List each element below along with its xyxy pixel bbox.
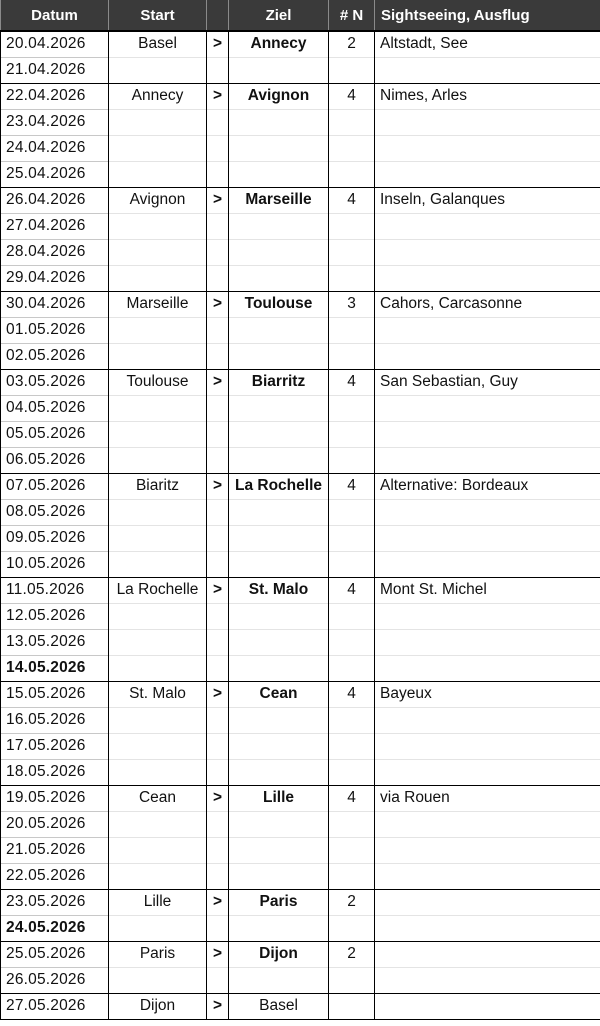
nights-cell[interactable]: 4 <box>329 785 375 811</box>
arrow-cell[interactable]: > <box>207 369 229 395</box>
nights-cell[interactable] <box>329 811 375 837</box>
start-cell[interactable] <box>109 343 207 369</box>
sightseeing-cell[interactable] <box>375 161 600 187</box>
start-cell[interactable] <box>109 135 207 161</box>
start-cell[interactable] <box>109 525 207 551</box>
nights-cell[interactable] <box>329 447 375 473</box>
sightseeing-cell[interactable] <box>375 265 600 291</box>
table-row <box>1 317 600 343</box>
table-row <box>1 707 600 733</box>
destination-cell[interactable] <box>229 733 329 759</box>
date-cell[interactable]: 24.05.2026 <box>1 915 109 941</box>
arrow-cell[interactable]: > <box>207 785 229 811</box>
table-row <box>1 993 600 1019</box>
arrow-cell[interactable]: > <box>207 473 229 499</box>
start-cell[interactable]: Marseille <box>109 291 207 317</box>
sightseeing-cell[interactable] <box>375 863 600 889</box>
destination-cell[interactable] <box>229 447 329 473</box>
nights-cell[interactable] <box>329 837 375 863</box>
start-cell[interactable]: Cean <box>109 785 207 811</box>
table-row <box>1 733 600 759</box>
header-sightseeing[interactable]: Sightseeing, Ausflug <box>375 0 600 31</box>
date-cell[interactable]: 22.05.2026 <box>1 863 109 889</box>
date-cell[interactable]: 14.05.2026 <box>1 655 109 681</box>
date-cell[interactable]: 27.05.2026 <box>1 993 109 1019</box>
table-row <box>1 525 600 551</box>
start-cell[interactable] <box>109 551 207 577</box>
date-cell[interactable]: 26.05.2026 <box>1 967 109 993</box>
arrow-cell[interactable] <box>207 499 229 525</box>
table-row <box>1 161 600 187</box>
sightseeing-cell[interactable] <box>375 889 600 915</box>
nights-cell[interactable] <box>329 265 375 291</box>
nights-cell[interactable] <box>329 551 375 577</box>
start-cell[interactable] <box>109 161 207 187</box>
nights-cell[interactable] <box>329 707 375 733</box>
arrow-cell[interactable]: > <box>207 187 229 213</box>
sightseeing-cell[interactable] <box>375 213 600 239</box>
start-cell[interactable]: Lille <box>109 889 207 915</box>
date-cell[interactable]: 17.05.2026 <box>1 733 109 759</box>
sightseeing-cell[interactable]: Nimes, Arles <box>375 83 600 109</box>
date-cell[interactable]: 23.04.2026 <box>1 109 109 135</box>
sightseeing-cell[interactable]: Cahors, Carcasonne <box>375 291 600 317</box>
destination-cell[interactable] <box>229 421 329 447</box>
destination-cell[interactable] <box>229 239 329 265</box>
nights-cell[interactable] <box>329 603 375 629</box>
header-datum[interactable]: Datum <box>1 0 109 31</box>
start-cell[interactable] <box>109 499 207 525</box>
date-cell[interactable]: 25.05.2026 <box>1 941 109 967</box>
arrow-cell[interactable] <box>207 655 229 681</box>
sightseeing-cell[interactable] <box>375 993 600 1019</box>
table-row <box>1 655 600 681</box>
date-cell[interactable]: 28.04.2026 <box>1 239 109 265</box>
table-row <box>1 31 600 57</box>
arrow-cell[interactable] <box>207 759 229 785</box>
table-row <box>1 967 600 993</box>
start-cell[interactable] <box>109 733 207 759</box>
sightseeing-cell[interactable]: Altstadt, See <box>375 31 600 57</box>
sightseeing-cell[interactable] <box>375 941 600 967</box>
sightseeing-cell[interactable] <box>375 759 600 785</box>
start-cell[interactable]: Paris <box>109 941 207 967</box>
sightseeing-cell[interactable] <box>375 551 600 577</box>
start-cell[interactable]: St. Malo <box>109 681 207 707</box>
destination-cell[interactable] <box>229 915 329 941</box>
arrow-cell[interactable] <box>207 967 229 993</box>
nights-cell[interactable] <box>329 109 375 135</box>
start-cell[interactable] <box>109 421 207 447</box>
destination-cell[interactable] <box>229 57 329 83</box>
start-cell[interactable] <box>109 395 207 421</box>
date-cell[interactable]: 10.05.2026 <box>1 551 109 577</box>
destination-cell[interactable] <box>229 759 329 785</box>
date-cell[interactable]: 07.05.2026 <box>1 473 109 499</box>
destination-cell[interactable] <box>229 343 329 369</box>
header-row <box>1 0 600 31</box>
nights-cell[interactable]: 2 <box>329 941 375 967</box>
date-cell[interactable]: 30.04.2026 <box>1 291 109 317</box>
arrow-cell[interactable] <box>207 317 229 343</box>
destination-cell[interactable] <box>229 135 329 161</box>
date-cell[interactable]: 24.04.2026 <box>1 135 109 161</box>
arrow-cell[interactable]: > <box>207 681 229 707</box>
sightseeing-cell[interactable] <box>375 135 600 161</box>
destination-cell[interactable] <box>229 967 329 993</box>
arrow-cell[interactable]: > <box>207 889 229 915</box>
table-row <box>1 395 600 421</box>
start-cell[interactable]: Biaritz <box>109 473 207 499</box>
table-body <box>1 31 600 1019</box>
header-nights[interactable]: # N <box>329 0 375 31</box>
nights-cell[interactable] <box>329 213 375 239</box>
destination-cell[interactable]: Toulouse <box>229 291 329 317</box>
arrow-cell[interactable] <box>207 265 229 291</box>
arrow-cell[interactable] <box>207 213 229 239</box>
sightseeing-cell[interactable] <box>375 317 600 343</box>
arrow-cell[interactable] <box>207 135 229 161</box>
sightseeing-cell[interactable] <box>375 109 600 135</box>
table-row <box>1 837 600 863</box>
nights-cell[interactable] <box>329 161 375 187</box>
start-cell[interactable] <box>109 603 207 629</box>
nights-cell[interactable]: 2 <box>329 889 375 915</box>
start-cell[interactable] <box>109 57 207 83</box>
arrow-cell[interactable] <box>207 603 229 629</box>
destination-cell[interactable]: St. Malo <box>229 577 329 603</box>
destination-cell[interactable]: Biarritz <box>229 369 329 395</box>
sightseeing-cell[interactable] <box>375 343 600 369</box>
sightseeing-cell[interactable]: San Sebastian, Guy <box>375 369 600 395</box>
table-row <box>1 811 600 837</box>
start-cell[interactable]: Annecy <box>109 83 207 109</box>
table-row <box>1 499 600 525</box>
sightseeing-cell[interactable] <box>375 447 600 473</box>
sightseeing-cell[interactable]: via Rouen <box>375 785 600 811</box>
sightseeing-cell[interactable] <box>375 707 600 733</box>
table-row <box>1 343 600 369</box>
nights-cell[interactable] <box>329 239 375 265</box>
arrow-cell[interactable] <box>207 707 229 733</box>
table-row <box>1 577 600 603</box>
start-cell[interactable]: Toulouse <box>109 369 207 395</box>
destination-cell[interactable] <box>229 317 329 343</box>
start-cell[interactable]: Avignon <box>109 187 207 213</box>
nights-cell[interactable] <box>329 967 375 993</box>
start-cell[interactable] <box>109 967 207 993</box>
table-row <box>1 109 600 135</box>
nights-cell[interactable]: 4 <box>329 369 375 395</box>
date-cell[interactable]: 29.04.2026 <box>1 265 109 291</box>
date-cell[interactable]: 27.04.2026 <box>1 213 109 239</box>
arrow-cell[interactable]: > <box>207 83 229 109</box>
arrow-cell[interactable] <box>207 57 229 83</box>
start-cell[interactable] <box>109 265 207 291</box>
arrow-cell[interactable] <box>207 551 229 577</box>
nights-cell[interactable] <box>329 993 375 1019</box>
arrow-cell[interactable] <box>207 447 229 473</box>
table-row <box>1 57 600 83</box>
sightseeing-cell[interactable] <box>375 499 600 525</box>
date-cell[interactable]: 06.05.2026 <box>1 447 109 473</box>
start-cell[interactable] <box>109 863 207 889</box>
destination-cell[interactable] <box>229 395 329 421</box>
sightseeing-cell[interactable] <box>375 811 600 837</box>
start-cell[interactable] <box>109 655 207 681</box>
destination-cell[interactable] <box>229 837 329 863</box>
nights-cell[interactable] <box>329 317 375 343</box>
table-row <box>1 629 600 655</box>
nights-cell[interactable] <box>329 655 375 681</box>
destination-cell[interactable]: Cean <box>229 681 329 707</box>
arrow-cell[interactable]: > <box>207 941 229 967</box>
date-cell[interactable]: 19.05.2026 <box>1 785 109 811</box>
sightseeing-cell[interactable]: Inseln, Galanques <box>375 187 600 213</box>
destination-cell[interactable]: Annecy <box>229 31 329 57</box>
date-cell[interactable]: 03.05.2026 <box>1 369 109 395</box>
header-arrow[interactable] <box>207 0 229 31</box>
arrow-cell[interactable] <box>207 161 229 187</box>
table-row <box>1 889 600 915</box>
arrow-cell[interactable]: > <box>207 31 229 57</box>
destination-cell[interactable]: Dijon <box>229 941 329 967</box>
start-cell[interactable] <box>109 759 207 785</box>
nights-cell[interactable]: 4 <box>329 473 375 499</box>
destination-cell[interactable]: Basel <box>229 993 329 1019</box>
table-row <box>1 681 600 707</box>
sightseeing-cell[interactable] <box>375 525 600 551</box>
destination-cell[interactable] <box>229 265 329 291</box>
date-cell[interactable]: 26.04.2026 <box>1 187 109 213</box>
arrow-cell[interactable] <box>207 525 229 551</box>
table-row <box>1 759 600 785</box>
destination-cell[interactable] <box>229 863 329 889</box>
destination-cell[interactable] <box>229 525 329 551</box>
arrow-cell[interactable] <box>207 837 229 863</box>
destination-cell[interactable] <box>229 109 329 135</box>
sightseeing-cell[interactable]: Mont St. Michel <box>375 577 600 603</box>
destination-cell[interactable] <box>229 811 329 837</box>
nights-cell[interactable] <box>329 733 375 759</box>
table-row <box>1 863 600 889</box>
sightseeing-cell[interactable] <box>375 239 600 265</box>
date-cell[interactable]: 02.05.2026 <box>1 343 109 369</box>
nights-cell[interactable] <box>329 135 375 161</box>
nights-cell[interactable]: 4 <box>329 577 375 603</box>
date-cell[interactable]: 11.05.2026 <box>1 577 109 603</box>
destination-cell[interactable] <box>229 161 329 187</box>
start-cell[interactable] <box>109 447 207 473</box>
destination-cell[interactable]: Paris <box>229 889 329 915</box>
sightseeing-cell[interactable] <box>375 967 600 993</box>
table-row <box>1 265 600 291</box>
date-cell[interactable]: 20.04.2026 <box>1 31 109 57</box>
date-cell[interactable]: 22.04.2026 <box>1 83 109 109</box>
destination-cell[interactable] <box>229 629 329 655</box>
sightseeing-cell[interactable] <box>375 655 600 681</box>
table-row <box>1 213 600 239</box>
date-cell[interactable]: 01.05.2026 <box>1 317 109 343</box>
table-row <box>1 369 600 395</box>
nights-cell[interactable]: 2 <box>329 31 375 57</box>
table-row <box>1 239 600 265</box>
start-cell[interactable] <box>109 629 207 655</box>
start-cell[interactable] <box>109 811 207 837</box>
start-cell[interactable]: La Rochelle <box>109 577 207 603</box>
sightseeing-cell[interactable]: Bayeux <box>375 681 600 707</box>
nights-cell[interactable] <box>329 863 375 889</box>
sightseeing-cell[interactable] <box>375 603 600 629</box>
nights-cell[interactable] <box>329 395 375 421</box>
nights-cell[interactable]: 4 <box>329 187 375 213</box>
start-cell[interactable] <box>109 213 207 239</box>
date-cell[interactable]: 16.05.2026 <box>1 707 109 733</box>
nights-cell[interactable] <box>329 343 375 369</box>
sightseeing-cell[interactable] <box>375 915 600 941</box>
arrow-cell[interactable]: > <box>207 577 229 603</box>
date-cell[interactable]: 23.05.2026 <box>1 889 109 915</box>
arrow-cell[interactable] <box>207 915 229 941</box>
sightseeing-cell[interactable]: Alternative: Bordeaux <box>375 473 600 499</box>
table-row <box>1 915 600 941</box>
start-cell[interactable] <box>109 915 207 941</box>
table-row <box>1 941 600 967</box>
arrow-cell[interactable]: > <box>207 291 229 317</box>
nights-cell[interactable] <box>329 525 375 551</box>
table-row <box>1 135 600 161</box>
arrow-cell[interactable] <box>207 395 229 421</box>
nights-cell[interactable]: 4 <box>329 83 375 109</box>
table-row <box>1 603 600 629</box>
nights-cell[interactable] <box>329 629 375 655</box>
start-cell[interactable] <box>109 239 207 265</box>
nights-cell[interactable] <box>329 915 375 941</box>
date-cell[interactable]: 08.05.2026 <box>1 499 109 525</box>
sightseeing-cell[interactable] <box>375 837 600 863</box>
destination-cell[interactable] <box>229 707 329 733</box>
date-cell[interactable]: 20.05.2026 <box>1 811 109 837</box>
destination-cell[interactable]: Lille <box>229 785 329 811</box>
start-cell[interactable] <box>109 109 207 135</box>
nights-cell[interactable]: 4 <box>329 681 375 707</box>
table-row <box>1 473 600 499</box>
nights-cell[interactable] <box>329 57 375 83</box>
destination-cell[interactable] <box>229 213 329 239</box>
sightseeing-cell[interactable] <box>375 57 600 83</box>
arrow-cell[interactable] <box>207 109 229 135</box>
table-row <box>1 551 600 577</box>
destination-cell[interactable] <box>229 655 329 681</box>
table-row <box>1 83 600 109</box>
header-start[interactable]: Start <box>109 0 207 31</box>
date-cell[interactable]: 18.05.2026 <box>1 759 109 785</box>
date-cell[interactable]: 09.05.2026 <box>1 525 109 551</box>
date-cell[interactable]: 25.04.2026 <box>1 161 109 187</box>
start-cell[interactable] <box>109 707 207 733</box>
destination-cell[interactable] <box>229 499 329 525</box>
arrow-cell[interactable]: > <box>207 993 229 1019</box>
arrow-cell[interactable] <box>207 629 229 655</box>
sightseeing-cell[interactable] <box>375 733 600 759</box>
date-cell[interactable]: 05.05.2026 <box>1 421 109 447</box>
nights-cell[interactable] <box>329 759 375 785</box>
sightseeing-cell[interactable] <box>375 629 600 655</box>
arrow-cell[interactable] <box>207 421 229 447</box>
table-row <box>1 291 600 317</box>
arrow-cell[interactable] <box>207 863 229 889</box>
arrow-cell[interactable] <box>207 733 229 759</box>
sightseeing-cell[interactable] <box>375 421 600 447</box>
date-cell[interactable]: 13.05.2026 <box>1 629 109 655</box>
nights-cell[interactable]: 3 <box>329 291 375 317</box>
start-cell[interactable] <box>109 837 207 863</box>
destination-cell[interactable] <box>229 551 329 577</box>
table-row <box>1 447 600 473</box>
arrow-cell[interactable] <box>207 811 229 837</box>
destination-cell[interactable]: La Rochelle <box>229 473 329 499</box>
date-cell[interactable]: 15.05.2026 <box>1 681 109 707</box>
destination-cell[interactable]: Marseille <box>229 187 329 213</box>
date-cell[interactable]: 12.05.2026 <box>1 603 109 629</box>
date-cell[interactable]: 21.04.2026 <box>1 57 109 83</box>
start-cell[interactable] <box>109 317 207 343</box>
arrow-cell[interactable] <box>207 239 229 265</box>
table-row <box>1 421 600 447</box>
sightseeing-cell[interactable] <box>375 395 600 421</box>
table-row <box>1 187 600 213</box>
header-ziel[interactable]: Ziel <box>229 0 329 31</box>
destination-cell[interactable] <box>229 603 329 629</box>
date-cell[interactable]: 04.05.2026 <box>1 395 109 421</box>
start-cell[interactable]: Dijon <box>109 993 207 1019</box>
arrow-cell[interactable] <box>207 343 229 369</box>
nights-cell[interactable] <box>329 499 375 525</box>
table-row <box>1 785 600 811</box>
destination-cell[interactable]: Avignon <box>229 83 329 109</box>
start-cell[interactable]: Basel <box>109 31 207 57</box>
date-cell[interactable]: 21.05.2026 <box>1 837 109 863</box>
nights-cell[interactable] <box>329 421 375 447</box>
